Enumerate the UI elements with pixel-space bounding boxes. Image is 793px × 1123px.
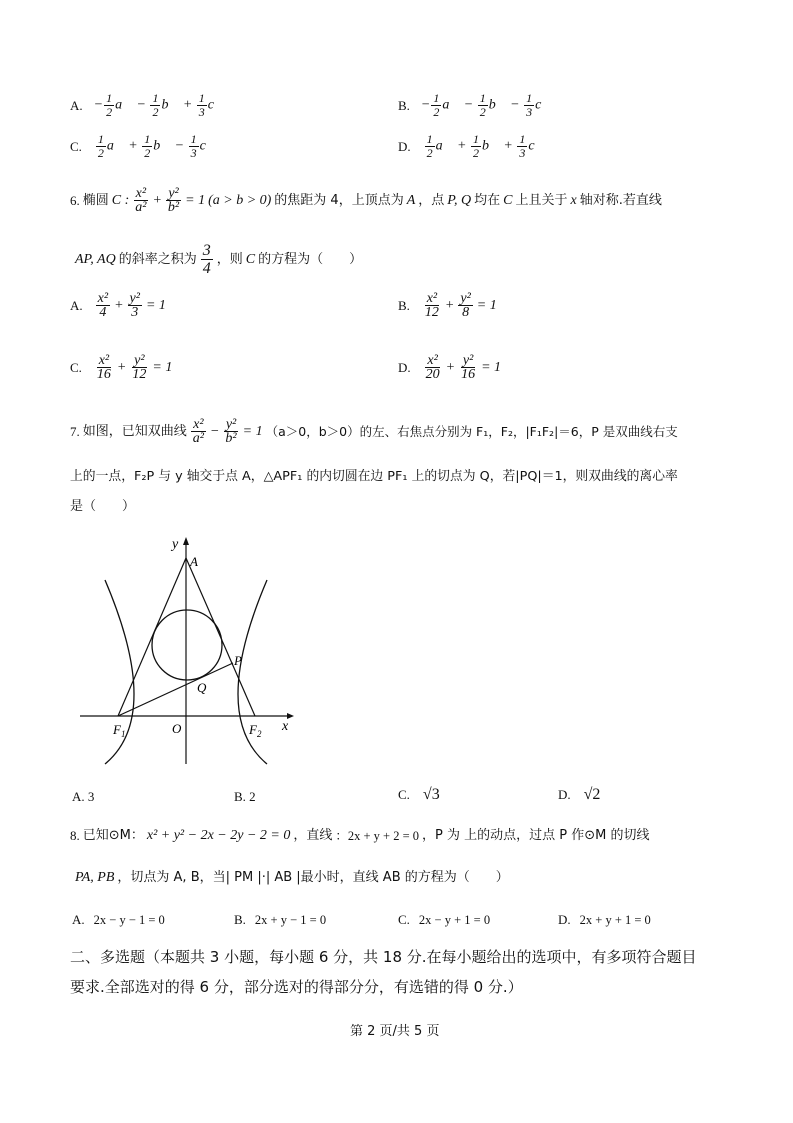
q5-option-b: [398, 92, 552, 119]
option-value: 2x + y − 1 = 0: [254, 913, 327, 927]
q6-point: A: [406, 192, 416, 208]
option-label: B.: [398, 97, 410, 113]
option-value: 2x − y − 1 = 0: [93, 913, 165, 927]
q5-expr-c: $\frac{1}{2}$ a⃗ + $\frac{1}{2}$ b⃗ − $\frac{1}{3}$ c⃗: [97, 132, 217, 160]
q8-option-a: [72, 912, 165, 928]
q6-text: ，则: [216, 251, 243, 267]
q6-frac-y: $\frac{\text{y²}}{\text{b²}}$: [167, 186, 180, 215]
q8-text: ，P 为 上的动点，过点 P 作⊙M 的切线: [422, 828, 650, 843]
q7-option-c: [398, 787, 440, 803]
y-axis-label: y: [172, 537, 179, 552]
option-label: C.: [398, 787, 410, 802]
q6-point: C: [245, 251, 256, 267]
q6-text: 的焦距为 4，上顶点为: [274, 192, 404, 208]
q5-option-c: [70, 133, 217, 160]
option-label: C.: [398, 912, 410, 927]
point-q-label: Q: [197, 680, 207, 695]
q8-text: ，切点为 A, B，当| PM |·| AB |最小时，直线 AB 的方程为（ ）: [117, 870, 509, 885]
q5-expr-b: − $\frac{1}{2}$ a⃗ − $\frac{1}{2}$ b⃗ − $\frac{1}{3}$ c⃗: [420, 91, 553, 119]
q7-hyperbola-figure: [75, 532, 305, 767]
q6-text: 的方程为（ ）: [258, 251, 363, 267]
option-value: √3: [422, 786, 440, 803]
segment-f1-p: [118, 663, 233, 716]
q8-text: 已知⊙M：: [82, 828, 144, 843]
option-value: 2x + y + 1 = 0: [579, 913, 651, 927]
q7-text: 如图，已知双曲线: [82, 423, 187, 439]
option-label: C.: [70, 138, 82, 154]
q5-expr-a: − $\frac{1}{2}$ a⃗ − $\frac{1}{2}$ b⃗ + $\frac{1}{3}$ c⃗: [93, 91, 225, 119]
q6-option-b: B. $\frac{\text{x²}}{12}$ + $\frac{\text{y²}}{8}$ = 1: [398, 291, 497, 320]
q6-point: P, Q: [447, 192, 472, 208]
option-label: A.: [70, 297, 83, 313]
q6-text: 均在: [474, 192, 501, 208]
q5-option-d: [398, 133, 545, 160]
page-footer: 第 2 页/共 5 页: [350, 1024, 440, 1039]
q8-text: ，直线: [293, 828, 333, 843]
q6-text: 的斜率之积为: [118, 251, 197, 267]
option-label: B.: [234, 912, 246, 927]
q6-text: 上且关于: [515, 192, 568, 208]
q7-stem-line2: 上的一点，F₂P 与 y 轴交于点 A，△APF₁ 的内切圆在边 PF₁ 上的切点为 Q，若|PQ|＝1，则双曲线的离心率: [70, 469, 678, 484]
q5-option-a: [70, 92, 225, 119]
q7-stem-line1: 7. 如图，已知双曲线 $\frac{\text{x²}}{\text{a²}}$ − $\frac{\text{y²}}{\text{b²}}$ = 1 （a＞0，b＞0）的左、右焦点分别为 F₁，F₂，|F₁F₂|＝6，P 是双曲线右支: [70, 417, 678, 446]
q6-point: C: [503, 192, 513, 208]
segment-f1-a: [118, 558, 186, 716]
point-f2-subscript: 2: [257, 729, 262, 739]
option-label: D.: [558, 787, 571, 802]
option-label: B.: [398, 297, 410, 313]
point-f2-label: F: [249, 722, 257, 737]
point-f1-subscript: 1: [121, 729, 126, 739]
incircle: [152, 610, 222, 680]
option-label: A.: [70, 97, 83, 113]
option-value: 2x − y + 1 = 0: [418, 913, 491, 927]
q6-slope-frac: $\frac{3}{4}$: [202, 242, 211, 277]
option-value: √2: [583, 786, 601, 803]
q6-stem-line2: [75, 242, 362, 277]
point-f1-label: F: [113, 722, 121, 737]
q7-option-b: B. 2: [234, 789, 256, 804]
q8-stem-line1: [70, 828, 649, 844]
y-axis-arrow-icon: [183, 537, 189, 545]
x-axis-label: x: [282, 719, 289, 734]
q6-option-a: A. $\frac{\text{x²}}{4}$ + $\frac{\text{y²}}{3}$ = 1: [70, 291, 166, 320]
q6-lines: AP, AQ: [75, 251, 116, 267]
q8-stem-line2: [75, 870, 509, 886]
q6-option-d: D. $\frac{\text{x²}}{20}$ + $\frac{\text{y²}}{16}$ = 1: [398, 353, 502, 382]
q7-option-d: [558, 787, 600, 803]
option-label: D.: [558, 912, 571, 927]
q6-text: 轴对称.若直线: [579, 192, 662, 208]
q8-line-equation: ：2x + y + 2 = 0: [335, 829, 420, 843]
q8-option-d: [558, 912, 651, 928]
option-label: C.: [70, 359, 82, 375]
q6-text: 椭圆: [82, 192, 109, 208]
q6-frac-x: $\frac{\text{x²}}{\text{a²}}$: [135, 186, 147, 215]
q8-option-b: [234, 912, 326, 928]
option-label: D.: [398, 359, 411, 375]
q6-curve: C :: [111, 192, 130, 208]
section2-heading-line2: 要求.全部选对的得 6 分，部分选对的得部分分，有选错的得 0 分.）: [70, 978, 523, 996]
q6-text: ，点: [418, 192, 445, 208]
q7-option-a: A. 3: [72, 789, 95, 804]
q8-circle-equation: x² + y² − 2x − 2y − 2 = 0: [146, 828, 291, 843]
q8-option-c: [398, 912, 490, 928]
q7-text: （a＞0，b＞0）的左、右焦点分别为 F₁，F₂，|F₁F₂|＝6，P 是双曲线右支: [265, 423, 678, 439]
q6-stem-line1: 6. 椭圆 C : $\frac{\text{x²}}{\text{a²}}$ + $\frac{\text{y²}}{\text{b²}}$ = 1 (a > b > 0) 的焦距为 4，上顶点为 A ，点 P, Q 均在 C 上且关于 x 轴对称.若直线: [70, 186, 662, 215]
point-p-label: P: [234, 653, 242, 668]
option-label: A.: [72, 912, 85, 927]
q8-number: 8.: [70, 828, 80, 843]
q7-number: 7.: [70, 423, 80, 439]
point-a-label: A: [190, 554, 198, 569]
q7-stem-line3: 是（ ）: [70, 499, 136, 514]
section2-heading-line1: 二、多选题（本题共 3 小题，每小题 6 分，共 18 分.在每小题给出的选项中，有多项符合题目: [70, 948, 697, 966]
q6-number: 6.: [70, 192, 80, 208]
option-label: D.: [398, 138, 411, 154]
q8-tangents: PA, PB: [75, 870, 115, 885]
q6-option-c: C. $\frac{\text{x²}}{16}$ + $\frac{\text{y²}}{12}$ = 1: [70, 353, 173, 382]
q5-expr-d: $\frac{1}{2}$ a⃗ + $\frac{1}{2}$ b⃗ + $\frac{1}{3}$ c⃗: [426, 132, 546, 160]
q6-axis: x: [570, 192, 577, 208]
origin-label: O: [172, 721, 182, 736]
q6-condition: (a > b > 0): [208, 192, 272, 208]
